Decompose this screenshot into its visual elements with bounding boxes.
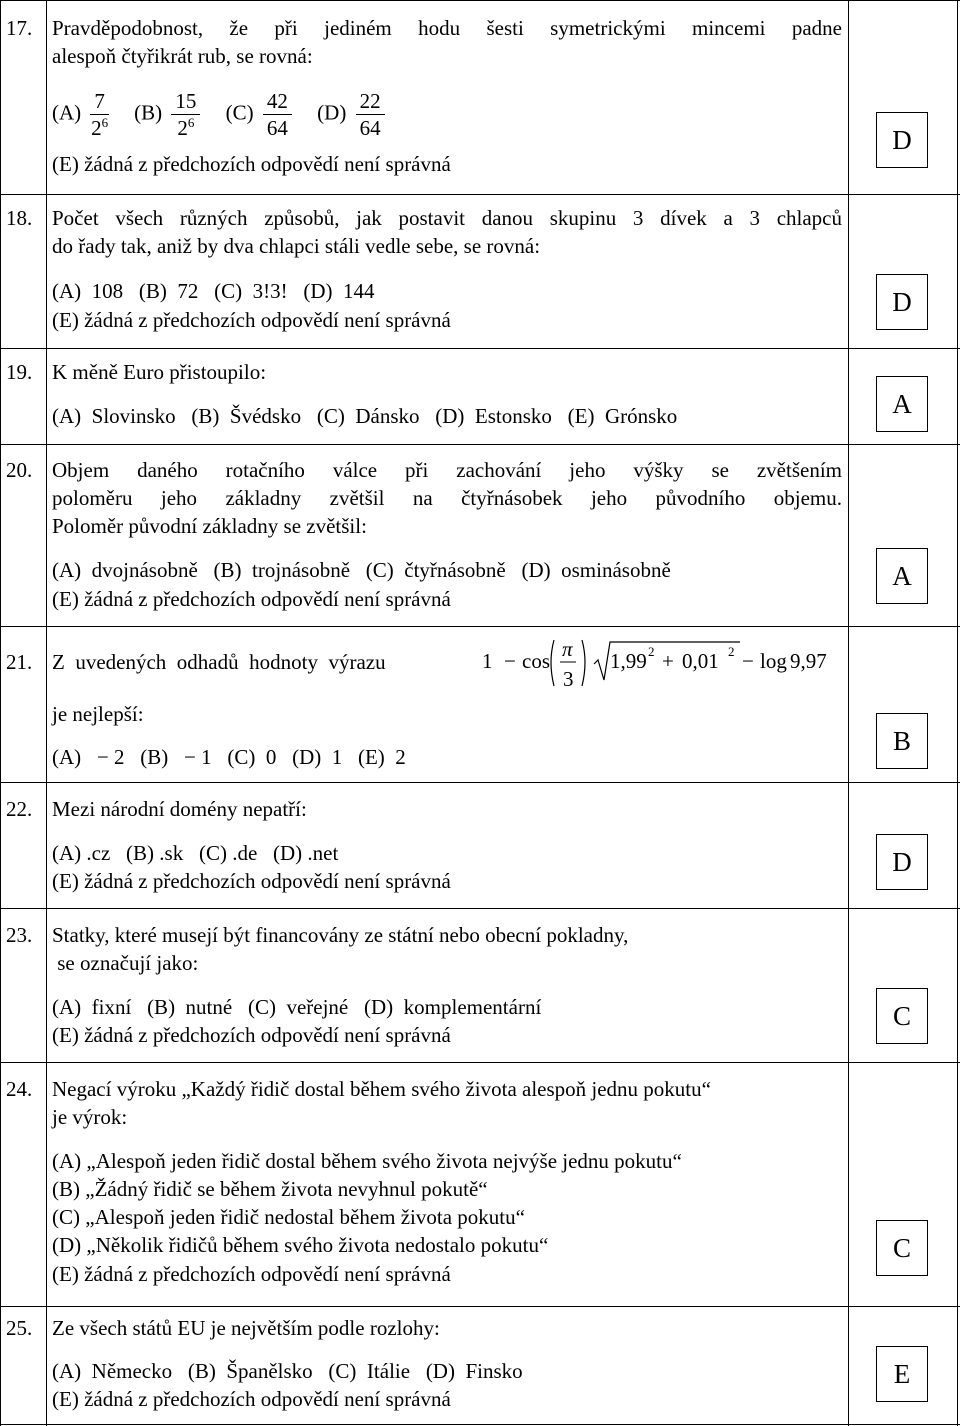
answer-box: A	[876, 376, 928, 432]
options-line: (A) − 2 (B) − 1 (C) 0 (D) 1 (E) 2	[52, 745, 406, 769]
fraction-option	[171, 88, 200, 141]
option-e: (E) žádná z předchozích odpovědí není správná	[52, 152, 451, 176]
question-text: Pravděpodobnost, že při jediném hodu šesti symetrickými mincemi padne	[52, 16, 842, 40]
question-text: Objem daného rotačního válce při zachování jeho výšky se zvětšením	[52, 458, 842, 482]
row-divider	[0, 348, 960, 349]
expr-exp: 2	[728, 644, 735, 659]
denominator: $2^6$	[91, 115, 109, 140]
question-number: 25.	[6, 1316, 33, 1340]
question-lead: Z uvedených odhadů hodnoty výrazu	[52, 650, 386, 674]
answer-box: D	[876, 274, 928, 330]
expr-r2: 0,01	[682, 649, 719, 673]
question-text: je nejlepší:	[52, 702, 144, 726]
answer-box: E	[876, 1346, 928, 1402]
question-number: 17.	[6, 16, 33, 40]
option-label: (C)	[225, 100, 254, 125]
options-line: (A) .cz (B) .sk (C) .de (D) .net	[52, 841, 339, 865]
question-number: 19.	[6, 360, 33, 384]
option-e: (E) žádná z předchozích odpovědí není správná	[52, 1262, 451, 1286]
question-number: 18.	[6, 206, 33, 230]
row-divider	[0, 1306, 960, 1307]
fraction-options	[52, 88, 389, 141]
expr-arg: 9,97	[790, 649, 827, 673]
row-divider	[0, 908, 960, 909]
row-divider	[0, 0, 960, 1]
options-line: (A) dvojnásobně (B) trojnásobně (C) čtyřnásobně (D) osminásobně	[52, 558, 671, 582]
question-number: 22.	[6, 797, 33, 821]
option-label: (A)	[52, 100, 82, 125]
row-divider	[0, 626, 960, 627]
question-text: K měně Euro přistoupilo:	[52, 360, 267, 384]
numerator: 22	[356, 88, 385, 115]
option-d: (D) „Několik řidičů během svého života nedostalo pokutu“	[52, 1233, 549, 1257]
fraction-option	[90, 88, 109, 141]
left-paren	[551, 640, 554, 686]
option-e: (E) žádná z předchozích odpovědí není správná	[52, 308, 451, 332]
option-label: (B)	[134, 100, 163, 125]
denominator: $2^6$	[177, 115, 195, 140]
numerator: 42	[263, 88, 292, 115]
expr-log: log	[760, 649, 787, 673]
row-divider	[0, 444, 960, 445]
answer-box: D	[876, 112, 928, 168]
options-line: (A) Německo (B) Španělsko (C) Itálie (D) Finsko	[52, 1359, 523, 1383]
frame-right	[957, 0, 958, 1426]
expr-r1: 1,99	[610, 649, 647, 673]
question-text: do řady tak, aniž by dva chlapci stáli vedle sebe, se rovná:	[52, 234, 541, 258]
question-text: Mezi národní domény nepatří:	[52, 797, 307, 821]
question-number: 21.	[6, 650, 33, 674]
row-divider	[0, 194, 960, 195]
numerator: 15	[171, 88, 200, 115]
options-line: (A) Slovinsko (B) Švédsko (C) Dánsko (D) Estonsko (E) Grónsko	[52, 404, 678, 428]
answer-box: C	[876, 988, 928, 1044]
expr-minus: −	[742, 649, 754, 673]
right-paren	[582, 640, 585, 686]
expr-plus: +	[662, 649, 674, 673]
math-expression	[470, 630, 850, 694]
option-a: (A) „Alespoň jeden řidič dostal během svého života nejvýše jednu pokutu“	[52, 1149, 682, 1173]
frame-answer-col	[848, 0, 849, 1426]
denominator: 64	[359, 116, 381, 140]
option-e: (E) žádná z předchozích odpovědí není správná	[52, 869, 451, 893]
question-number: 23.	[6, 923, 33, 947]
question-text: Počet všech různých způsobů, jak postavit danou skupinu 3 dívek a 3 chlapců	[52, 206, 842, 230]
option-e: (E) žádná z předchozích odpovědí není správná	[52, 587, 451, 611]
option-b: (B) „Žádný řidič se během života nevyhnul pokutě“	[52, 1177, 488, 1201]
frame-left	[0, 0, 1, 1426]
options-line: (A) fixní (B) nutné (C) veřejné (D) komplementární	[52, 995, 542, 1019]
expr-three: 3	[563, 667, 574, 691]
expr-one: 1	[482, 649, 493, 673]
answer-box: C	[876, 1220, 928, 1276]
option-c: (C) „Alespoň jeden řidič nedostal během života pokutu“	[52, 1205, 525, 1229]
question-text: Negací výroku „Každý řidič dostal během svého života alespoň jednu pokutu“	[52, 1077, 711, 1101]
expr-cos: cos	[522, 649, 550, 673]
question-text: poloměru jeho základny zvětšil na čtyřnásobek jeho původního objemu.	[52, 486, 842, 510]
frame-num-col	[46, 0, 47, 1426]
question-text: Ze všech států EU je největším podle rozlohy:	[52, 1316, 440, 1340]
row-divider	[0, 1424, 960, 1425]
answer-box: B	[876, 713, 928, 769]
expr-pi: π	[562, 637, 573, 661]
question-text: je výrok:	[52, 1105, 128, 1129]
question-text: Statky, které musejí být financovány ze státní nebo obecní pokladny,	[52, 923, 629, 947]
options-line: (A) 108 (B) 72 (C) 3!3! (D) 144	[52, 279, 375, 303]
row-divider	[0, 1062, 960, 1063]
row-divider	[0, 782, 960, 783]
answer-box: A	[876, 548, 928, 604]
denominator: 64	[266, 116, 288, 140]
option-e: (E) žádná z předchozích odpovědí není správná	[52, 1387, 451, 1411]
question-text: Poloměr původní základny se zvětšil:	[52, 514, 367, 538]
expr-exp: 2	[648, 644, 655, 659]
option-label: (D)	[317, 100, 347, 125]
question-text: alespoň čtyřikrát rub, se rovná:	[52, 44, 313, 68]
expr-minus: −	[504, 649, 516, 673]
fraction-option	[356, 88, 385, 141]
option-e: (E) žádná z předchozích odpovědí není správná	[52, 1023, 451, 1047]
question-text: se označují jako:	[52, 951, 199, 975]
answer-box: D	[876, 834, 928, 890]
question-number: 20.	[6, 458, 33, 482]
question-number: 24.	[6, 1077, 33, 1101]
numerator: 7	[90, 88, 109, 115]
fraction-option	[263, 88, 292, 141]
